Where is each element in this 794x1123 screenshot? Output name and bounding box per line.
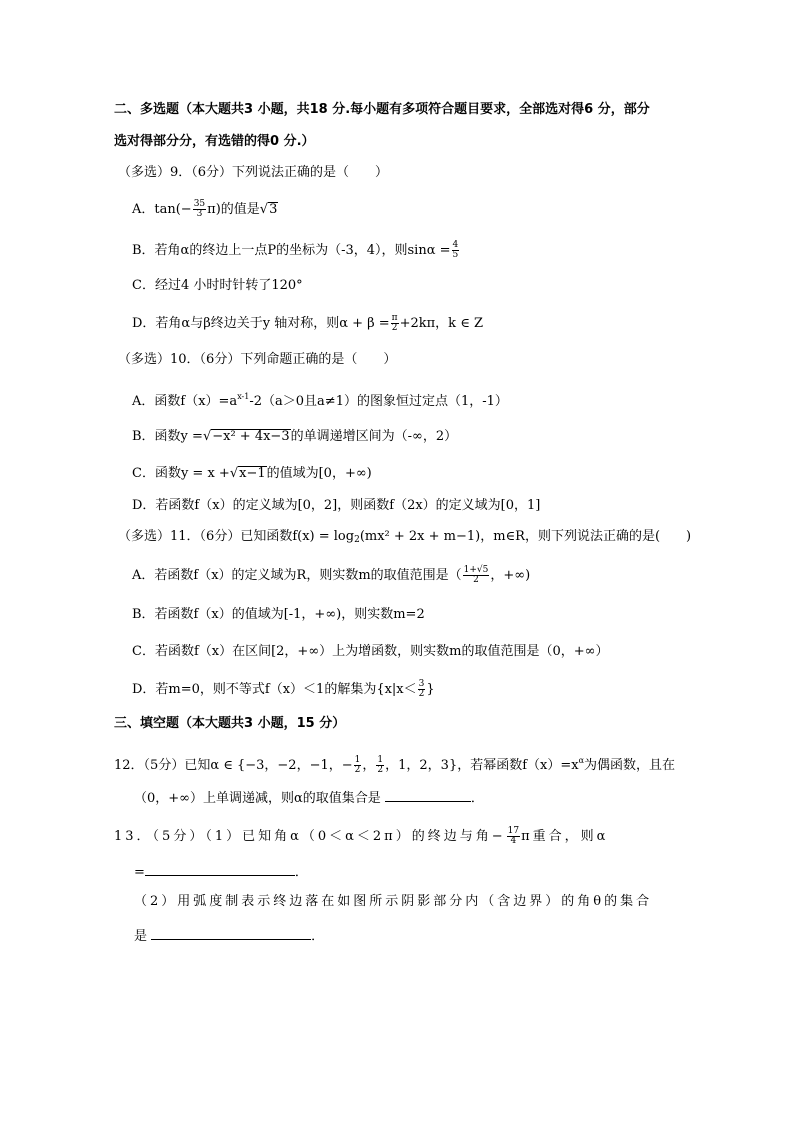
q11-stem-prefix: （多选）11．（6分）已知函数f(x) = log (118, 529, 355, 544)
q9-a-frac-den: 3 (196, 209, 203, 219)
q11-a-fraction (463, 566, 490, 585)
q9-option-b (132, 241, 460, 260)
q13-line4 (134, 927, 324, 946)
q11-a-frac-num: 1+√5 (463, 565, 489, 575)
q11-d-fraction (418, 680, 426, 699)
section2-heading-line2: 选对得部分分，有选错的得0 分.） (114, 134, 315, 149)
q13-line1 (114, 827, 608, 846)
section3-heading: 三、填空题（本大题共3 小题，15 分） (114, 716, 346, 731)
q12-line1-end: 为偶函数，且在 (583, 758, 675, 773)
q9-a-fraction (193, 200, 206, 219)
q9-a-prefix: A．tan(− (132, 202, 192, 217)
q13-frac-num: 17 (507, 826, 520, 836)
q13-line1-prefix: 13．（5分）（1）已知角α（0＜α＜2π）的终边与角− (114, 829, 506, 844)
q13-line3: （2）用弧度制表示终边落在如图所示阴影部分内（含边界）的角θ的集合 (134, 894, 653, 909)
q10-option-d: D．若函数f（x）的定义域为[0，2]，则函数f（2x）的定义域为[0，1] (132, 498, 541, 513)
q11-d-text: D．若m=0，则不等式f（x）＜1的解集为{x|x＜ (132, 682, 417, 697)
q9-d-frac-den: 2 (391, 323, 398, 333)
q9-b-frac-den: 5 (452, 250, 459, 260)
q11-log-base: 2 (354, 535, 360, 545)
q13-line4-text: 是 (134, 929, 148, 944)
q13-line2 (134, 863, 308, 882)
q9-option-a: A．tan(− $\frac{35}{3}$ π)的值是√3 (132, 199, 278, 219)
q11-a-after: ，+∞) (490, 568, 531, 583)
q9-d-frac-num: π (391, 313, 398, 323)
q11-stem (118, 528, 691, 549)
q12-line2-end: ． (470, 791, 484, 806)
q11-d-frac-num: 3 (418, 679, 425, 689)
q11-d-frac-den: 2 (418, 689, 425, 699)
q10-c-after: 的值域为[0，+∞) (266, 466, 372, 481)
q10-option-c: C．函数y = x +√x−1的值域为[0，+∞) (132, 466, 372, 481)
q9-d-after: +2kπ，k ∈ Z (399, 316, 483, 331)
q9-option-d (132, 314, 483, 333)
q9-d-text: D．若角α与β终边关于y 轴对称，则α + β = (132, 316, 390, 331)
q11-option-d (132, 680, 435, 699)
q12-line2 (134, 789, 484, 808)
q9-a-frac-num: 35 (193, 199, 206, 209)
q9-a-after: π)的值是 (207, 202, 260, 217)
q13-fraction (507, 827, 520, 846)
section2-heading-line1: 二、多选题（本大题共3 小题，共18 分.每小题有多项符合题目要求，全部选对得6 分，部分 (114, 102, 650, 117)
q11-a-frac-den: 2 (473, 575, 479, 585)
q10-option-b: B．函数y =√−x² + 4x−3的单调递增区间为（-∞，2） (132, 429, 458, 444)
q12-answer-blank[interactable] (385, 789, 471, 802)
q13-line2-end: ． (294, 865, 308, 880)
q13-answer2-blank[interactable] (151, 927, 311, 940)
q12-mid: ， (362, 758, 376, 773)
q12-line2-text: （0，+∞）上单调递减，则α的取值集合是 (134, 791, 381, 806)
q13-line1-after: π重合，则α (521, 829, 609, 844)
q11-a-text: A．若函数f（x）的定义域为R，则实数m的取值范围是（ (132, 568, 462, 583)
q13-frac-den: 4 (510, 836, 517, 846)
q9-stem: （多选）9．（6分）下列说法正确的是（ ） (118, 165, 389, 180)
q10-a-after: -2（a＞0且a≠1）的图象恒过定点（1，-1） (249, 394, 508, 409)
q10-a-exponent: x-1 (237, 392, 250, 401)
q9-b-fraction (452, 241, 460, 260)
q12-frac1-den: 2 (354, 765, 361, 775)
q10-c-text: C．函数y = x + (132, 466, 230, 481)
q12-frac1-num: 1 (354, 755, 361, 765)
q12-line1-prefix: 12．（5分）已知α ∈ {−3，−2，−1，− (114, 758, 353, 773)
q10-c-sqrt: x−1 (239, 466, 266, 481)
q10-stem: （多选）10．（6分）下列命题正确的是（ ） (118, 352, 397, 367)
q9-a-sqrt: 3 (269, 202, 278, 217)
q10-option-a (132, 388, 508, 411)
q11-stem-after: (mx² + 2x + m−1)，m∈R，则下列说法正确的是( ) (359, 529, 692, 544)
q12-frac1 (354, 756, 362, 775)
q13-answer1-blank[interactable] (145, 863, 295, 876)
q12-line1-after: ，1，2，3}，若幂函数f（x）=x (385, 758, 579, 773)
q9-d-fraction (391, 314, 399, 333)
q13-line2-text: = (134, 865, 145, 880)
q10-b-text: B．函数y = (132, 429, 203, 444)
q11-d-after: } (426, 682, 435, 697)
q10-a-text: A．函数f（x）=a (132, 394, 238, 409)
q12-frac2 (376, 756, 384, 775)
q11-option-b: B．若函数f（x）的值域为[-1，+∞)，则实数m=2 (132, 607, 425, 622)
q9-b-frac-num: 4 (452, 240, 459, 250)
q12-line1 (114, 752, 675, 775)
q12-frac2-num: 1 (377, 755, 384, 765)
q10-b-after: 的单调递增区间为（-∞，2） (290, 429, 458, 444)
q9-option-c: C．经过4 小时时针转了120° (132, 278, 303, 293)
q11-option-a (132, 566, 530, 585)
q9-b-text: B．若角α的终边上一点P的坐标为（-3，4），则sinα = (132, 243, 451, 258)
q11-option-c: C．若函数f（x）在区间[2，+∞）上为增函数，则实数m的取值范围是（0，+∞） (132, 644, 609, 659)
q10-b-sqrt: −x² + 4x−3 (212, 429, 290, 444)
q13-line4-end: ． (311, 929, 325, 944)
q12-frac2-den: 2 (377, 765, 384, 775)
q12-exponent: α (578, 756, 584, 765)
